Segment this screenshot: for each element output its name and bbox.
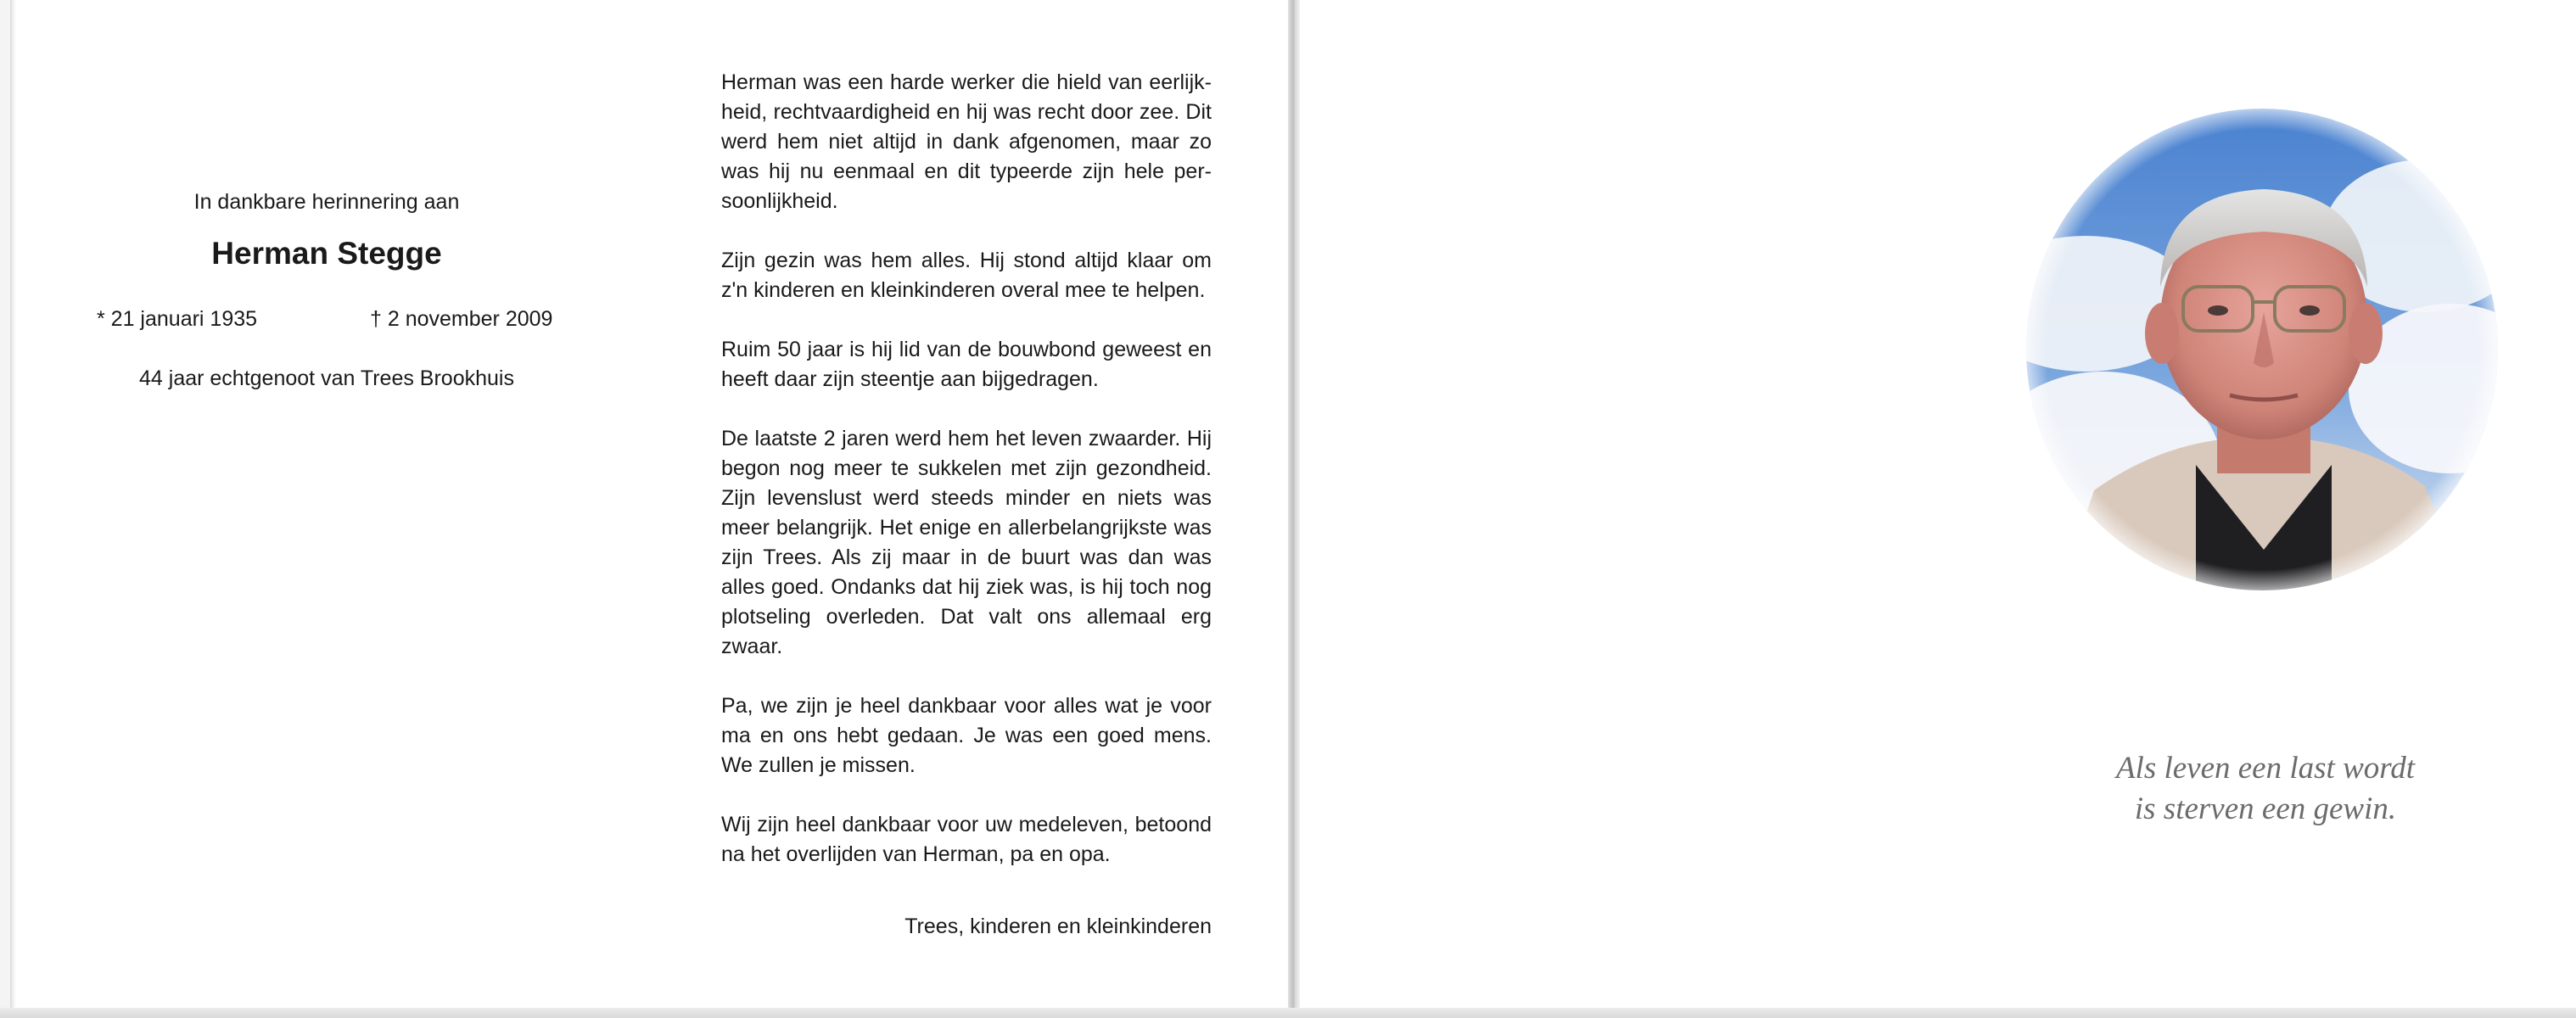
birth-date: * 21 januari 1935 [97, 307, 258, 331]
deceased-name: Herman Stegge [211, 236, 442, 271]
intro-line: In dankbare herinnering aan [193, 190, 460, 214]
verse-line-2: is sterven een gewin. [2134, 791, 2397, 826]
portrait-photo [2026, 109, 2498, 590]
scan-bottom-edge [0, 1008, 2576, 1018]
paragraph-union: Ruim 50 jaar is hij lid van de bouwbond geweest en heeft daar zijn steentje aan bijgedragen. [721, 338, 1212, 391]
memorial-text [721, 68, 1212, 899]
spouse-line: 44 jaar echtgenoot van Trees Brookhuis [139, 366, 514, 390]
paragraph-character: Herman was een harde werker die hield van eerlijk-heid, rechtvaardigheid en hij was recht door zee. Dit werd hem niet altijd in dank afgenomen, maar zo was hij nu eenmaal en dit typeerde zijn hele per-soonlijkheid. [721, 70, 1212, 213]
paragraph-family: Zijn gezin was hem alles. Hij stond altijd klaar om z'n kinderen en kleinkinderen overal mee te helpen. [721, 249, 1212, 302]
death-date: † 2 november 2009 [370, 307, 553, 331]
verse [2036, 748, 2495, 830]
card-fold [1288, 0, 1300, 1018]
signature-line: Trees, kinderen en kleinkinderen [904, 915, 1212, 938]
paragraph-illness: De laatste 2 jaren werd hem het leven zwaarder. Hij begon nog meer te sukkelen met zijn gezondheid. Zijn levenslust werd steeds minder en niets was meer belangrijk. Het enige en allerbelangrijkste was zijn Trees. Als zij maar in de buurt was dan was alles goed. Ondanks dat hij ziek was, is hij toch nog plotseling overleden. Dat valt ons allemaal erg zwaar. [721, 427, 1212, 658]
paragraph-farewell: Pa, we zijn je heel dankbaar voor alles wat je voor ma en ons hebt gedaan. Je was een goed mens. We zullen je missen. [721, 694, 1212, 777]
verse-line-1: Als leven een last wordt [2115, 751, 2416, 786]
paragraph-thanks: Wij zijn heel dankbaar voor uw medeleven, betoond na het overlijden van Herman, pa en opa. [721, 813, 1212, 866]
